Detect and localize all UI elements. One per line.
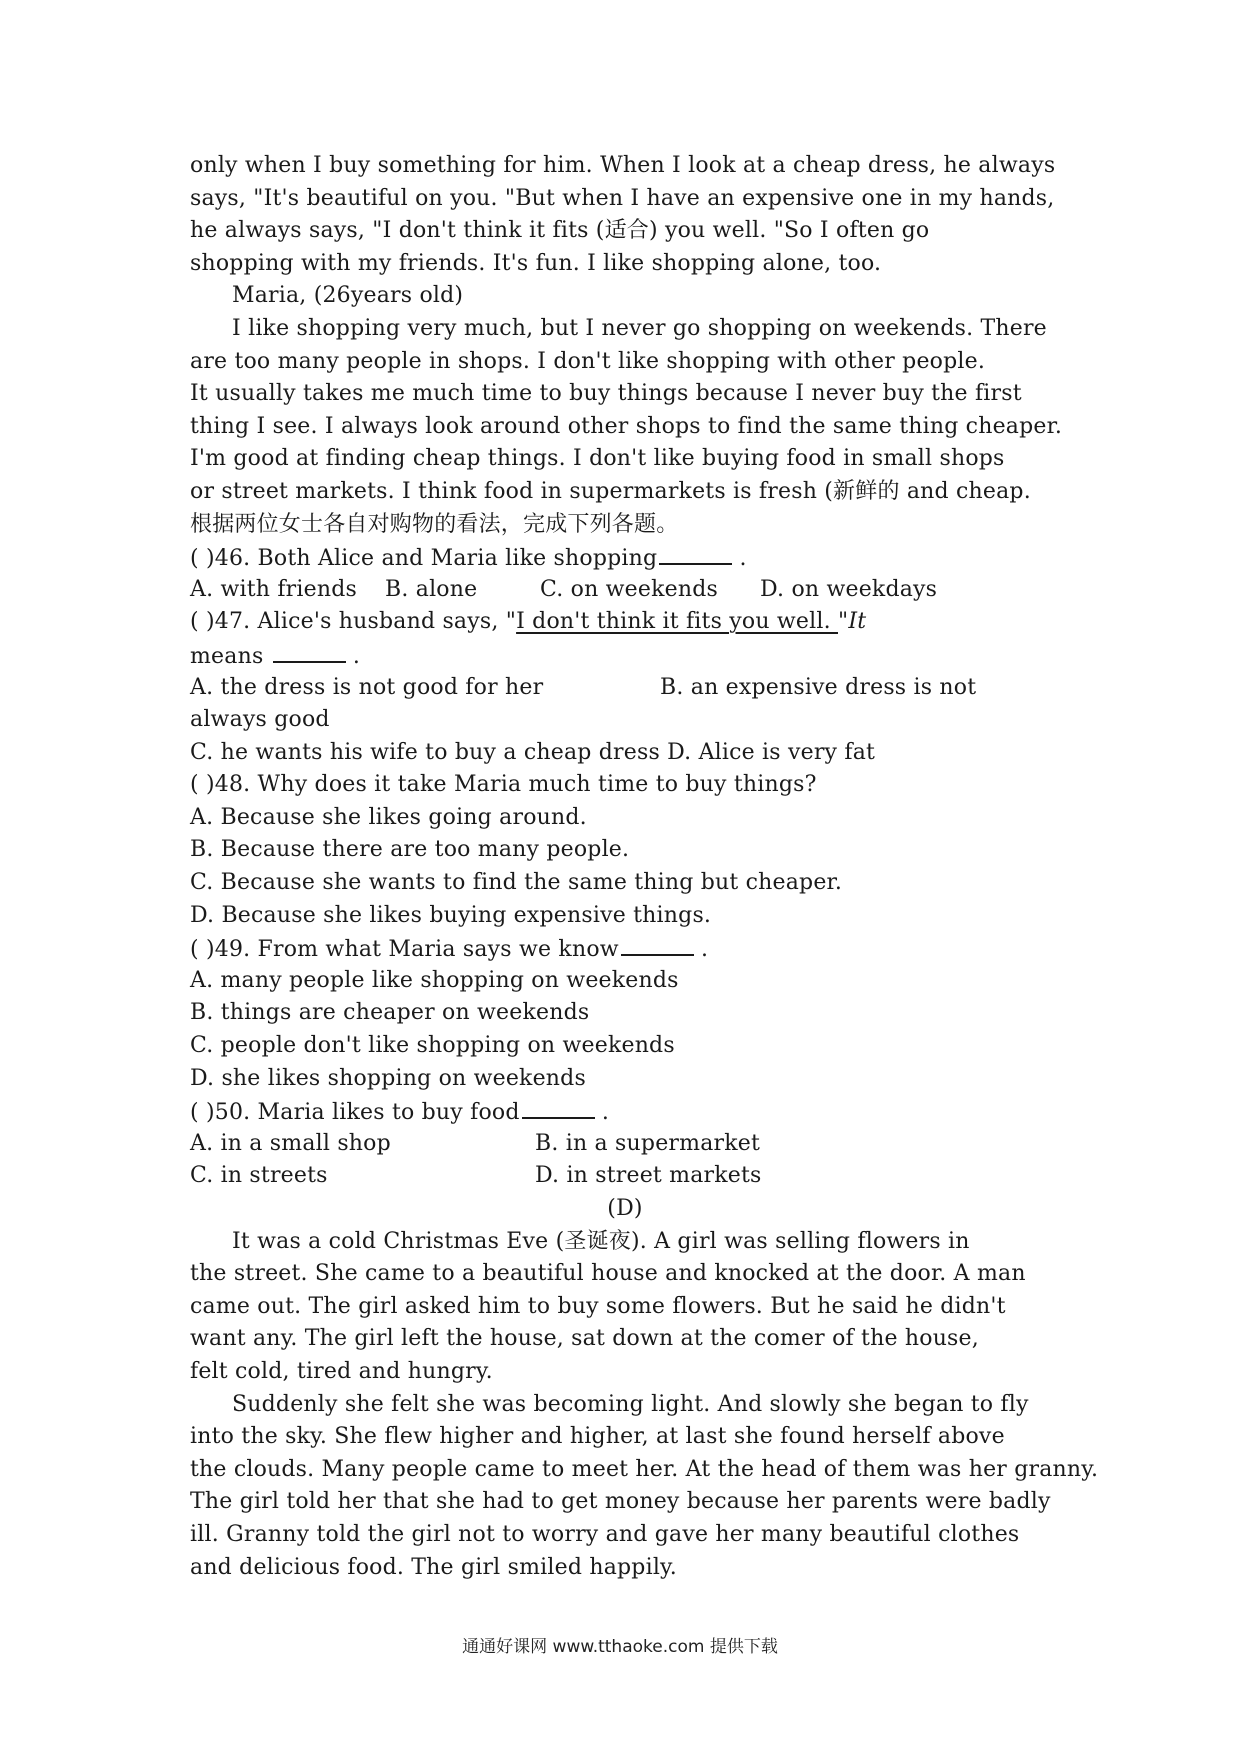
option-d: D. she likes shopping on weekends: [190, 1065, 586, 1091]
option-c: C. people don't like shopping on weekends: [190, 1033, 675, 1059]
question-50-options-cd: [190, 1160, 1060, 1193]
answer-blank: [621, 932, 694, 956]
text-line: only when I buy something for him. When I look at a cheap dress, he always: [190, 153, 1056, 178]
exam-page: [190, 150, 1099, 1584]
question-50-options-ab: [190, 1128, 1060, 1161]
alice-paragraph: [190, 150, 1060, 280]
instruction: 根据两位女士各自对购物的看法，完成下列各题。: [190, 511, 679, 537]
text-line: he always says, "I don't think it fits (适合) you well. "So I often go: [190, 218, 930, 244]
maria-paragraph: [190, 313, 1063, 509]
option-d: D. in street markets: [535, 1163, 762, 1189]
question-stem: ( )46. Both Alice and Maria like shopping: [190, 546, 658, 572]
option-a: A. in a small shop: [190, 1130, 391, 1156]
question-end: .: [345, 643, 361, 669]
option-a: A. with friends: [190, 576, 358, 602]
question-49: [190, 932, 1060, 965]
question-47: [190, 606, 1060, 639]
question-47-means: [190, 639, 1060, 672]
option-c: C. on weekends: [540, 576, 719, 602]
text-line: ill. Granny told the girl not to worry and gave her many beautiful clothes: [190, 1521, 1020, 1547]
text-line: The girl told her that she had to get money because her parents were badly: [190, 1489, 1051, 1515]
option-b: B. an expensive dress is not: [660, 674, 977, 700]
text-line: came out. The girl asked him to buy some flowers. But he said he didn't: [190, 1293, 1006, 1319]
option-a: A. Because she likes going around.: [190, 804, 587, 830]
text-line: thing I see. I always look around other shops to find the same thing cheaper.: [190, 413, 1063, 439]
option-a: A. many people like shopping on weekends: [190, 967, 679, 993]
option-b: B. Because there are too many people.: [190, 837, 630, 863]
maria-header: Maria, (26years old): [232, 283, 464, 309]
text-line: felt cold, tired and hungry.: [190, 1358, 493, 1384]
text-line: the clouds. Many people came to meet her. At the head of them was her granny.: [190, 1456, 1099, 1482]
text-line: I'm good at finding cheap things. I don't like buying food in small shops: [190, 446, 1005, 472]
text-line: It usually takes me much time to buy things because I never buy the first: [190, 381, 1022, 407]
text-line: says, "It's beautiful on you. "But when I have an expensive one in my hands,: [190, 185, 1055, 211]
option-b: B. alone: [385, 576, 478, 602]
means-label: means: [190, 643, 264, 669]
question-47-options-ab: [190, 672, 1060, 705]
option-d: D. Because she likes buying expensive things.: [190, 902, 712, 928]
text-line: the street. She came to a beautiful house and knocked at the door. A man: [190, 1261, 1026, 1287]
answer-blank: [273, 639, 346, 663]
page-footer: 通通好课网 www.tthaoke.com 提供下载: [462, 1637, 778, 1657]
question-stem: ( )50. Maria likes to buy food: [190, 1100, 520, 1126]
option-c: C. in streets: [190, 1163, 328, 1189]
answer-blank: [522, 1095, 595, 1119]
question-end: .: [594, 1100, 610, 1126]
question-47-options-cd: C. he wants his wife to buy a cheap dress D. Alice is very fat: [190, 739, 876, 765]
quote-end: "It: [838, 609, 867, 635]
text-line: shopping with my friends. It's fun. I like shopping alone, too.: [190, 250, 882, 276]
option-b: B. in a supermarket: [535, 1130, 761, 1156]
section-heading: (D): [607, 1196, 643, 1221]
option-b-continued: always good: [190, 707, 330, 733]
text-line: I like shopping very much, but I never go shopping on weekends. There: [232, 315, 1047, 341]
text-line: want any. The girl left the house, sat down at the comer of the house,: [190, 1326, 979, 1352]
text-line: It was a cold Christmas Eve (圣诞夜). A girl was selling flowers in: [232, 1228, 970, 1254]
option-a: A. the dress is not good for her: [190, 674, 544, 700]
option-c: C. Because she wants to find the same thing but cheaper.: [190, 870, 843, 896]
question-46-options: [190, 574, 1060, 607]
question-50: [190, 1095, 1060, 1128]
text-line: and delicious food. The girl smiled happily.: [190, 1554, 677, 1580]
question-48: ( )48. Why does it take Maria much time to buy things?: [190, 772, 817, 798]
question-stem: ( )49. From what Maria says we know: [190, 937, 619, 963]
question-end: .: [732, 546, 747, 572]
question-end: .: [693, 937, 709, 963]
text-line: or street markets. I think food in supermarkets is fresh (新鲜的 and cheap.: [190, 478, 1031, 504]
passage-d-paragraph-2: [190, 1389, 1099, 1585]
text-line: into the sky. She flew higher and higher, at last she found herself above: [190, 1424, 1005, 1450]
question-stem: ( )47. Alice's husband says, ": [190, 609, 517, 635]
text-line: are too many people in shops. I don't like shopping with other people.: [190, 348, 986, 374]
text-line: Suddenly she felt she was becoming light. And slowly she began to fly: [232, 1391, 1029, 1417]
question-46: [190, 541, 1060, 574]
passage-d-paragraph-1: [190, 1226, 1060, 1389]
quoted-sentence: I don't think it fits you well.: [516, 609, 838, 635]
answer-blank: [659, 541, 732, 565]
option-b: B. things are cheaper on weekends: [190, 1000, 590, 1026]
option-d: D. on weekdays: [760, 576, 938, 602]
